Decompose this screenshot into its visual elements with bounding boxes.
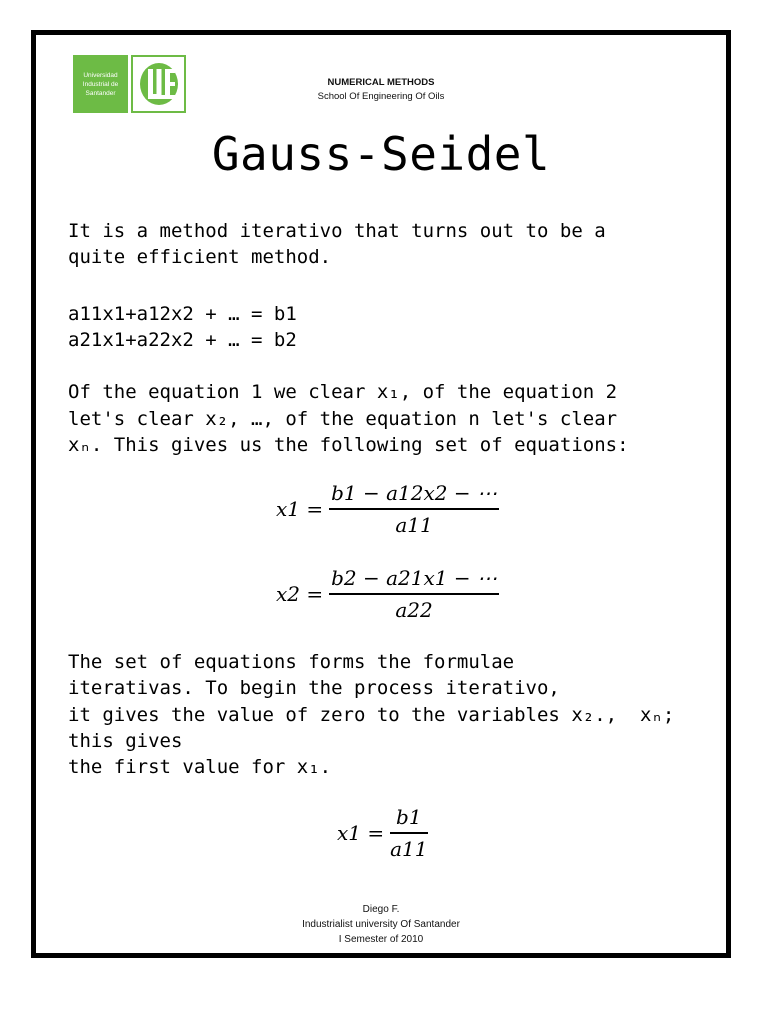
formula-x1-fraction — [329, 481, 499, 537]
formula-x2-denominator: a22 — [395, 597, 433, 622]
iter-paragraph-line-2: iterativas. To begin the process iterativo, — [68, 677, 560, 699]
iter-paragraph-line-5: the first value for x₁. — [68, 756, 332, 778]
footer-author: Diego F. — [362, 904, 400, 915]
clear-paragraph-line-2: let's clear x₂, …, of the equation n let's clear — [68, 408, 618, 430]
header-title: NUMERICAL METHODS — [327, 77, 435, 88]
formula-x1-numerator: b1 − a12x2 − ⋯ — [331, 481, 497, 505]
logo-line-1: Universidad — [83, 71, 118, 79]
formula-x2-lhs: x2 = — [276, 581, 324, 606]
system-equation-1: a11x1+a12x2 + … = b1 — [68, 303, 297, 325]
formula-x1-initial-lhs: x1 = — [337, 820, 385, 845]
logo-line-2: Industrial de — [82, 80, 119, 88]
clear-paragraph-line-1: Of the equation 1 we clear x₁, of the equation 2 — [68, 381, 618, 403]
logo-line-3: Santander — [85, 89, 116, 97]
formula-x1 — [276, 481, 499, 537]
formula-x1-lhs: x1 = — [276, 496, 324, 521]
formula-x1-initial-numerator: b1 — [396, 805, 422, 829]
formula-x2-fraction — [329, 566, 499, 622]
iter-paragraph-line-4: this gives — [68, 730, 183, 752]
formula-x1-initial-fraction — [390, 805, 427, 861]
formula-x2-numerator: b2 − a21x1 − ⋯ — [331, 566, 497, 590]
footer-university: Industrialist university Of Santander — [302, 919, 460, 930]
intro-line-1: It is a method iterativo that turns out to be a — [68, 220, 606, 242]
iter-paragraph-line-3: it gives the value of zero to the variables x₂., xₙ; — [68, 704, 675, 726]
formula-x2 — [276, 566, 499, 622]
clear-paragraph-line-3: xₙ. This gives us the following set of equations: — [68, 434, 629, 456]
intro-line-2: quite efficient method. — [68, 246, 332, 268]
footer-semester: I Semester of 2010 — [338, 934, 424, 945]
formula-x1-initial — [337, 805, 428, 861]
formula-x1-denominator: a11 — [395, 512, 433, 537]
page-title: Gauss-Seidel — [211, 127, 551, 181]
iter-paragraph-line-1: The set of equations forms the formulae — [68, 651, 515, 673]
page-frame — [31, 30, 731, 958]
system-equation-2: a21x1+a22x2 + … = b2 — [68, 329, 297, 351]
header-subtitle: School Of Engineering Of Oils — [317, 91, 445, 102]
formula-x1-initial-denominator: a11 — [390, 836, 428, 861]
